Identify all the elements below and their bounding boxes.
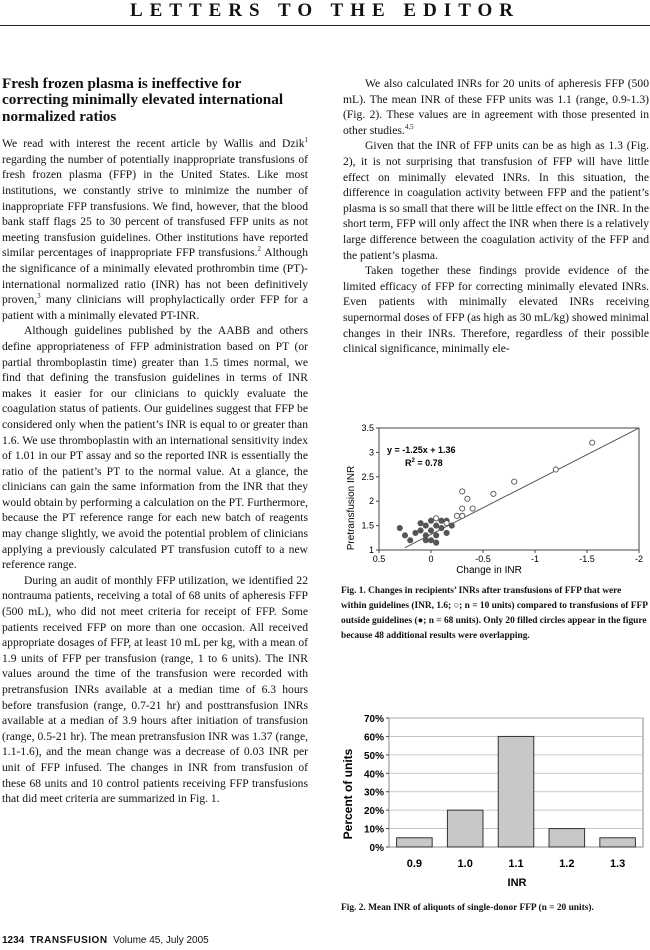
filled-point (434, 523, 439, 528)
y-tick-label: 2.5 (361, 471, 374, 482)
r-squared: $R^2 = 0.78$ (405, 458, 443, 468)
y-tick-label: 70% (363, 714, 384, 725)
bar (447, 810, 483, 847)
trend-equation: y = -1.25x + 1.36 (387, 445, 456, 455)
y-tick-label: 1 (368, 545, 374, 555)
filled-point (418, 528, 423, 533)
y-tick-label: 0% (369, 843, 384, 854)
y-tick-label: 10% (363, 824, 384, 836)
y-tick-label: 20% (363, 806, 384, 818)
right-column (343, 76, 649, 357)
filled-point (428, 538, 433, 543)
filled-point (434, 533, 439, 538)
open-point (590, 440, 595, 445)
bar (498, 736, 534, 847)
open-point (512, 479, 517, 484)
filled-point (423, 533, 428, 538)
open-point (460, 513, 465, 518)
x-axis-label: INR (507, 877, 527, 889)
filled-point (423, 538, 428, 543)
filled-point (439, 518, 444, 523)
figure-2-caption: Fig. 2. Mean INR of aliquots of single-donor FFP (n = 20 units). (341, 903, 594, 913)
scatter-chart (343, 420, 649, 580)
filled-point (423, 523, 428, 528)
open-point (465, 496, 470, 501)
filled-point (408, 538, 413, 543)
filled-point (413, 530, 418, 535)
open-point (553, 467, 558, 472)
x-tick-label: -1.5 (579, 554, 595, 564)
x-tick-label: 1.0 (457, 858, 473, 870)
bar-chart (343, 708, 649, 894)
figure-1 (343, 420, 649, 580)
paragraph-5: Given that the INR of FFP units can be as high as 1.3 (Fig. 2), it is not surprising that transfusion of FFP will have little effect on minimally elevated INRs. In this situation, the difference in coagulation activity between FFP and the patient’s plasma is so small that there will be little effect on the INR. In the short term, FFP will only affect the INR when there is a relatively large difference between the coagulation activity of the FFP and the patient’s plasma. (343, 139, 649, 262)
filled-point (418, 521, 423, 526)
bar (397, 838, 433, 847)
filled-point (428, 518, 433, 523)
figure-1-caption: Fig. 1. Changes in recipients’ INRs after transfusions of FFP that were within guidelines (INR, 1.6; ○; n = 10 units) compared to transfusions of FFP outside guidelines (●; n = 68 units). Only 20 filled circles appear in the figure because 48 additional results were overlapping. (341, 586, 648, 641)
y-tick-label: 3.5 (361, 423, 374, 433)
paragraph-4: We also calculated INRs for 20 units of apheresis FFP (500 mL). The mean INR of these FFP units was 1.1 (range, 0.9-1.3) (Fig. 2). These values are in agreement with those presented in other studies.$^{4,5}$ (343, 77, 649, 137)
filled-point (449, 523, 454, 528)
page-footer (2, 935, 209, 946)
paragraph-2: Although guidelines published by the AABB and others define appropriateness of FFP administration based on PT (or partial thromboplastin time) greater than 1.5 times normal, we find that defining the transfusion guidelines in terms of INR makes it easier for our clinicians to quickly evaluate the coagulation status of patients. Our guidelines suggest that FFP be considered only when the patient’s INR is equal to or greater than 1.6. We use thromboplastin with an international sensitivity index of 1.01 in our PT assay and so the reported INR is essentially the ratio of the patient’s PT to the normal value. At a glance, the clinicians can gain the same information from the INR that they would obtain by performing a calculation on the PT. Furthermore, because the PT reference range for each new batch of reagents may change slightly, we avoid the potential problem of clinicians applying a previously calculated PT transfusion cutoff to a new reference range. (2, 324, 308, 572)
open-point (491, 491, 496, 496)
figure-2 (343, 708, 649, 894)
filled-point (428, 528, 433, 533)
header-rule (0, 25, 650, 26)
filled-point (444, 530, 449, 535)
x-tick-label: 1.1 (508, 858, 524, 870)
filled-point (434, 540, 439, 545)
left-column (2, 76, 308, 807)
open-point (444, 521, 449, 526)
open-point (460, 506, 465, 511)
running-header: LETTERS TO THE EDITOR (129, 0, 521, 21)
x-tick-label: -2 (634, 554, 644, 564)
article-title: Fresh frozen plasma is ineffective for correcting minimally elevated international normalized ratios (2, 75, 284, 125)
journal-name: TRANSFUSION (29, 935, 108, 946)
x-axis-label: Change in INR (456, 565, 522, 576)
open-point (454, 513, 459, 518)
y-tick-label: 60% (363, 732, 384, 744)
x-tick-label: 0 (428, 554, 434, 564)
open-point (460, 489, 465, 494)
y-tick-label: 50% (363, 750, 384, 762)
paragraph-3: During an audit of monthly FFP utilization, we identified 22 nontrauma patients, receiving a total of 68 units of apheresis FFP (500 mL), who did not meet criteria for receipt of FFP. Some patients received FFP on more than one occasion. All received appropriate dosages of FFP, at least 10 mL per kg, with a mean of 1.9 units of FFP per transfusion (range, 1 to 6 units). The INR values around the time of the transfusion were recorded with pretransfusion INRs available at a median time of 6.3 hours before transfusion (range, 0.7-21 hr) and posttransfusion INRs available at a median of 3.9 hours after initiation of transfusion (range, 0.5-21 hr). The mean pretransfusion INR was 1.37 (range, 1.1-1.6), and the mean change was a decrease of 0.03 INR per unit of FFP infused. The changes in INR from transfusion of these 68 units and 10 control patients receiving FFP transfusions that did meet criteria are summarized in Fig. 1. (2, 573, 308, 806)
issue-info: Volume 45, July 2005 (113, 935, 209, 946)
y-tick-label: 30% (363, 787, 384, 799)
x-tick-label: 1.3 (609, 858, 626, 870)
x-tick-label: 0.5 (372, 554, 386, 564)
filled-point (402, 533, 407, 538)
x-tick-label: 1.2 (559, 858, 575, 870)
y-axis-label: Percent of units (341, 748, 355, 840)
x-tick-label: 0.9 (406, 858, 423, 870)
page-number: 1234 (2, 935, 25, 946)
filled-point (397, 525, 402, 530)
x-tick-label: -0.5 (475, 554, 491, 564)
y-tick-label: 40% (363, 769, 384, 781)
x-tick-label: -1 (530, 554, 540, 564)
open-point (434, 516, 439, 521)
y-axis-label: Pretransfusion INR (346, 465, 357, 551)
y-tick-label: 1.5 (361, 520, 374, 531)
paragraph-1: We read with interest the recent article by Wallis and Dzik$^1$ regarding the number of potentially inappropriate transfusions of fresh frozen plasma (FFP) in the United States. Like most institutions, we constantly strive to minimize the number of inappropriate FFP transfusions. We find, however, that the blood bank staff flags 25 to 30 percent of transfused FFP units as not meeting transfusion guidelines. Other institutions have reported similar percentages of inappropriate FFP transfusions.$^2$ Although the significance of a minimally elevated prothrombin time (PT)-international normalized ratio (INR) has not been definitively proven,$^3$ many clinicians will prophylactically order FFP for a patient with a minimally elevated PT-INR. (2, 136, 308, 322)
open-point (470, 506, 475, 511)
filled-point (439, 525, 444, 530)
paragraph-6: Taken together these findings provide evidence of the limited efficacy of FFP for correcting minimally elevated INRs. Even patients with minimally elevated INRs receiving supernormal doses of FFP (as high as 30 mL/kg) showed minimal changes in their INRs. Therefore, regardless of their possible clinical significance, minimally ele- (343, 264, 649, 356)
bar (600, 838, 636, 847)
bar (549, 829, 585, 847)
y-tick-label: 2 (368, 496, 374, 507)
y-tick-label: 3 (368, 447, 374, 458)
